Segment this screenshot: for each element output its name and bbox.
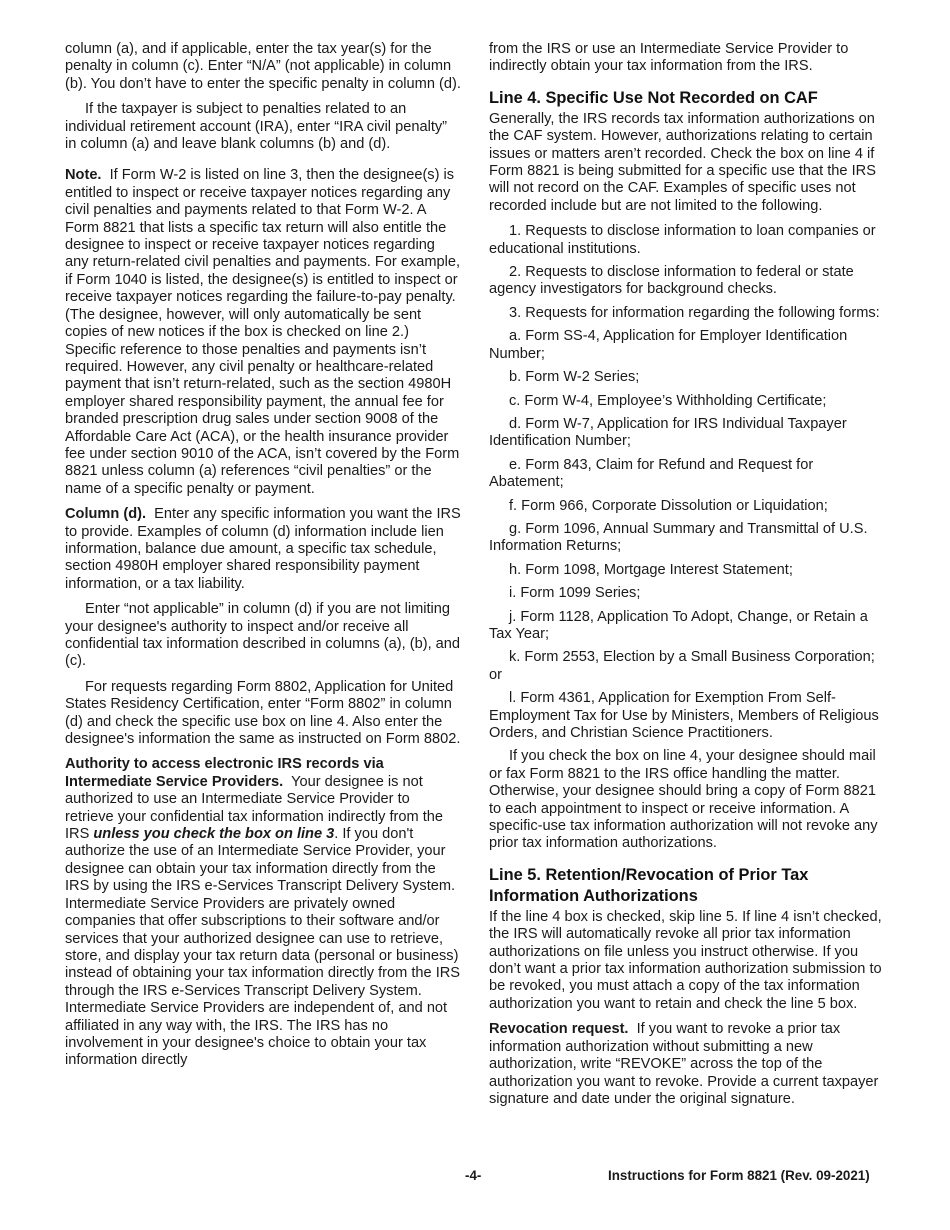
- form-list-item: f. Form 966, Corporate Dissolution or Liquidation;: [509, 497, 828, 514]
- column-d-lead: Column (d).: [65, 506, 147, 523]
- intermediate-service-providers-paragraph: [65, 756, 461, 1069]
- form-list-item: e. Form 843, Claim for Refund and Request for Abatement;: [489, 456, 814, 491]
- note-paragraph: [65, 167, 461, 498]
- revocation-lead: Revocation request.: [489, 1021, 629, 1038]
- revocation-body: If you want to revoke a prior tax information authorization without submitting a new authorization, write “REVOKE” across the top of the authorization you want to revoke. Provide a current taxpayer signature and date under the original signature.: [489, 1021, 879, 1107]
- column-d-body: Enter any specific information you want the IRS to provide. Examples of column (d) information include lien information, balance due amount, a specific tax schedule, section 4980H employer shared responsibility payment information, or a tax liability.: [65, 506, 461, 592]
- form-list-item: g. Form 1096, Annual Summary and Transmittal of U.S. Information Returns;: [489, 520, 868, 555]
- numbered-item-1: 1. Requests to disclose information to loan companies or educational institutions.: [489, 223, 876, 257]
- form-list-item: d. Form W-7, Application for IRS Individual Taxpayer Identification Number;: [489, 415, 847, 450]
- right-column: [489, 41, 885, 1116]
- footer-form-title: Instructions for Form 8821 (Rev. 09-2021): [608, 1168, 870, 1183]
- numbered-item-2: 2. Requests to disclose information to federal or state agency investigators for background checks.: [489, 264, 854, 298]
- paragraph-ira-penalty: If the taxpayer is subject to penalties related to an individual retirement account (IRA), enter “IRA civil penalty” in column (a) and leave blank columns (b) and (d).: [65, 101, 448, 153]
- numbered-item-3: 3. Requests for information regarding the following forms:: [509, 304, 880, 321]
- heading-line-5: Line 5. Retention/Revocation of Prior Tax Information Authorizations: [489, 865, 809, 905]
- revocation-request-paragraph: [489, 1021, 885, 1108]
- form-list-item: a. Form SS-4, Application for Employer Identification Number;: [489, 328, 848, 362]
- form-list-item: l. Form 4361, Application for Exemption From Self-Employment Tax for Use by Ministers, Members of Religious Orders, and Christian Science Practitioners.: [489, 690, 879, 741]
- authority-lead: Authority to access electronic IRS records via Intermediate Service Providers.: [65, 756, 384, 790]
- note-body: If Form W-2 is listed on line 3, then the designee(s) is entitled to inspect or receive taxpayer notices regarding any civil penalties and payments related to that Form W-2. A Form 8821 that lists a specific tax return will also entitle the designee to inspect or receive taxpayer notices regarding any return-related civil penalties and payments. For example, if Form 1040 is listed, the designee(s) is entitled to inspect or receive taxpayer notices regarding the failure-to-pay penalty. (The designee, however, will only automatically be sent copies of new notices if the box is checked on line 2.) Specific reference to those penalties and payments isn’t required. However, any civil penalty or healthcare-related payment that isn’t return-related, such as the section 4980H employer shared responsibility payment, the annual fee for branded prescription drug sales under section 9008 of the Affordable Care Act (ACA), or the health insurance provider fee under section 9010 of the ACA, isn’t covered by the Form 8821 unless column (a) references “civil penalties” or the name of a specific penalty or payment.: [65, 167, 461, 497]
- note-lead: Note.: [65, 167, 102, 184]
- authority-body-1: Your designee is not authorized to use an Intermediate Service Provider to retrieve your confidential tax information indirectly from the IRS: [65, 773, 443, 843]
- page-number: -4-: [465, 1168, 482, 1183]
- paragraph-continued: from the IRS or use an Intermediate Service Provider to indirectly obtain your tax information from the IRS.: [489, 41, 849, 75]
- form-list-item: h. Form 1098, Mortgage Interest Statement;: [509, 561, 793, 578]
- paragraph-not-applicable: Enter “not applicable” in column (d) if you are not limiting your designee's authority to inspect and/or receive all confidential tax information described in columns (a), (b), and (c).: [65, 601, 461, 670]
- form-list-item: i. Form 1099 Series;: [509, 585, 641, 602]
- form-list-item: c. Form W-4, Employee’s Withholding Certificate;: [509, 392, 827, 409]
- left-column: [65, 41, 461, 1078]
- paragraph-column-a-continued: column (a), and if applicable, enter the tax year(s) for the penalty in column (c). Enter “N/A” (not applicable) in column (b). You don’t have to enter the specific penalty in column (d).: [65, 41, 461, 92]
- heading-line-4: Line 4. Specific Use Not Recorded on CAF: [489, 88, 818, 107]
- form-list-item: b. Form W-2 Series;: [509, 369, 640, 386]
- paragraph-line-5: If the line 4 box is checked, skip line 5. If line 4 isn’t checked, the IRS will automatically revoke all prior tax information authorizations on file unless you instruct otherwise. If you don’t want a prior tax information authorization submission to be revoked, you must attach a copy of the tax information authorization you want to retain and check the line 5 box.: [489, 908, 882, 1012]
- paragraph-form-8802: For requests regarding Form 8802, Application for United States Residency Certification, enter “Form 8802” in column (d) and check the specific use box on line 4. Also enter the designee's information the same as instructed on Form 8802.: [65, 678, 461, 748]
- form-list-item: k. Form 2553, Election by a Small Business Corporation; or: [489, 649, 875, 683]
- form-list-item: j. Form 1128, Application To Adopt, Change, or Retain a Tax Year;: [489, 608, 868, 642]
- paragraph-line-4: Generally, the IRS records tax information authorizations on the CAF system. However, authorizations relating to certain issues or matters aren’t recorded. Check the box on line 4 if Form 8821 is being submitted for a specific use that the IRS will not record on the CAF. Examples of specific uses not recorded include but are not limited to the following.: [489, 110, 876, 214]
- authority-body-2: . If you don't authorize the use of an Intermediate Service Provider, your designee can obtain your tax information directly from the IRS by using the IRS e-Services Transcript Delivery System. Intermediate Service Providers are privately owned companies that offer subscriptions to their software and/or services that your authorized designee can use to retrieve, store, and display your tax return data (personal or business) instead of obtaining your tax information directly from the IRS through the IRS e-Services Transcript Delivery System. Intermediate Service Providers are independent of, and not affiliated in any way with, the IRS. The IRS has no involvement in your designee's choice to obtain your tax information directly: [65, 826, 461, 1069]
- column-d-paragraph: [65, 506, 461, 593]
- authority-emphasis: unless you check the box on line 3: [93, 826, 335, 843]
- paragraph-if-check-line-4: If you check the box on line 4, your designee should mail or fax Form 8821 to the IRS office handling the matter. Otherwise, your designee should bring a copy of Form 8821 to each appointment to inspect or receive information. A specific-use tax information authorization will not revoke any prior tax information authorizations.: [489, 748, 878, 852]
